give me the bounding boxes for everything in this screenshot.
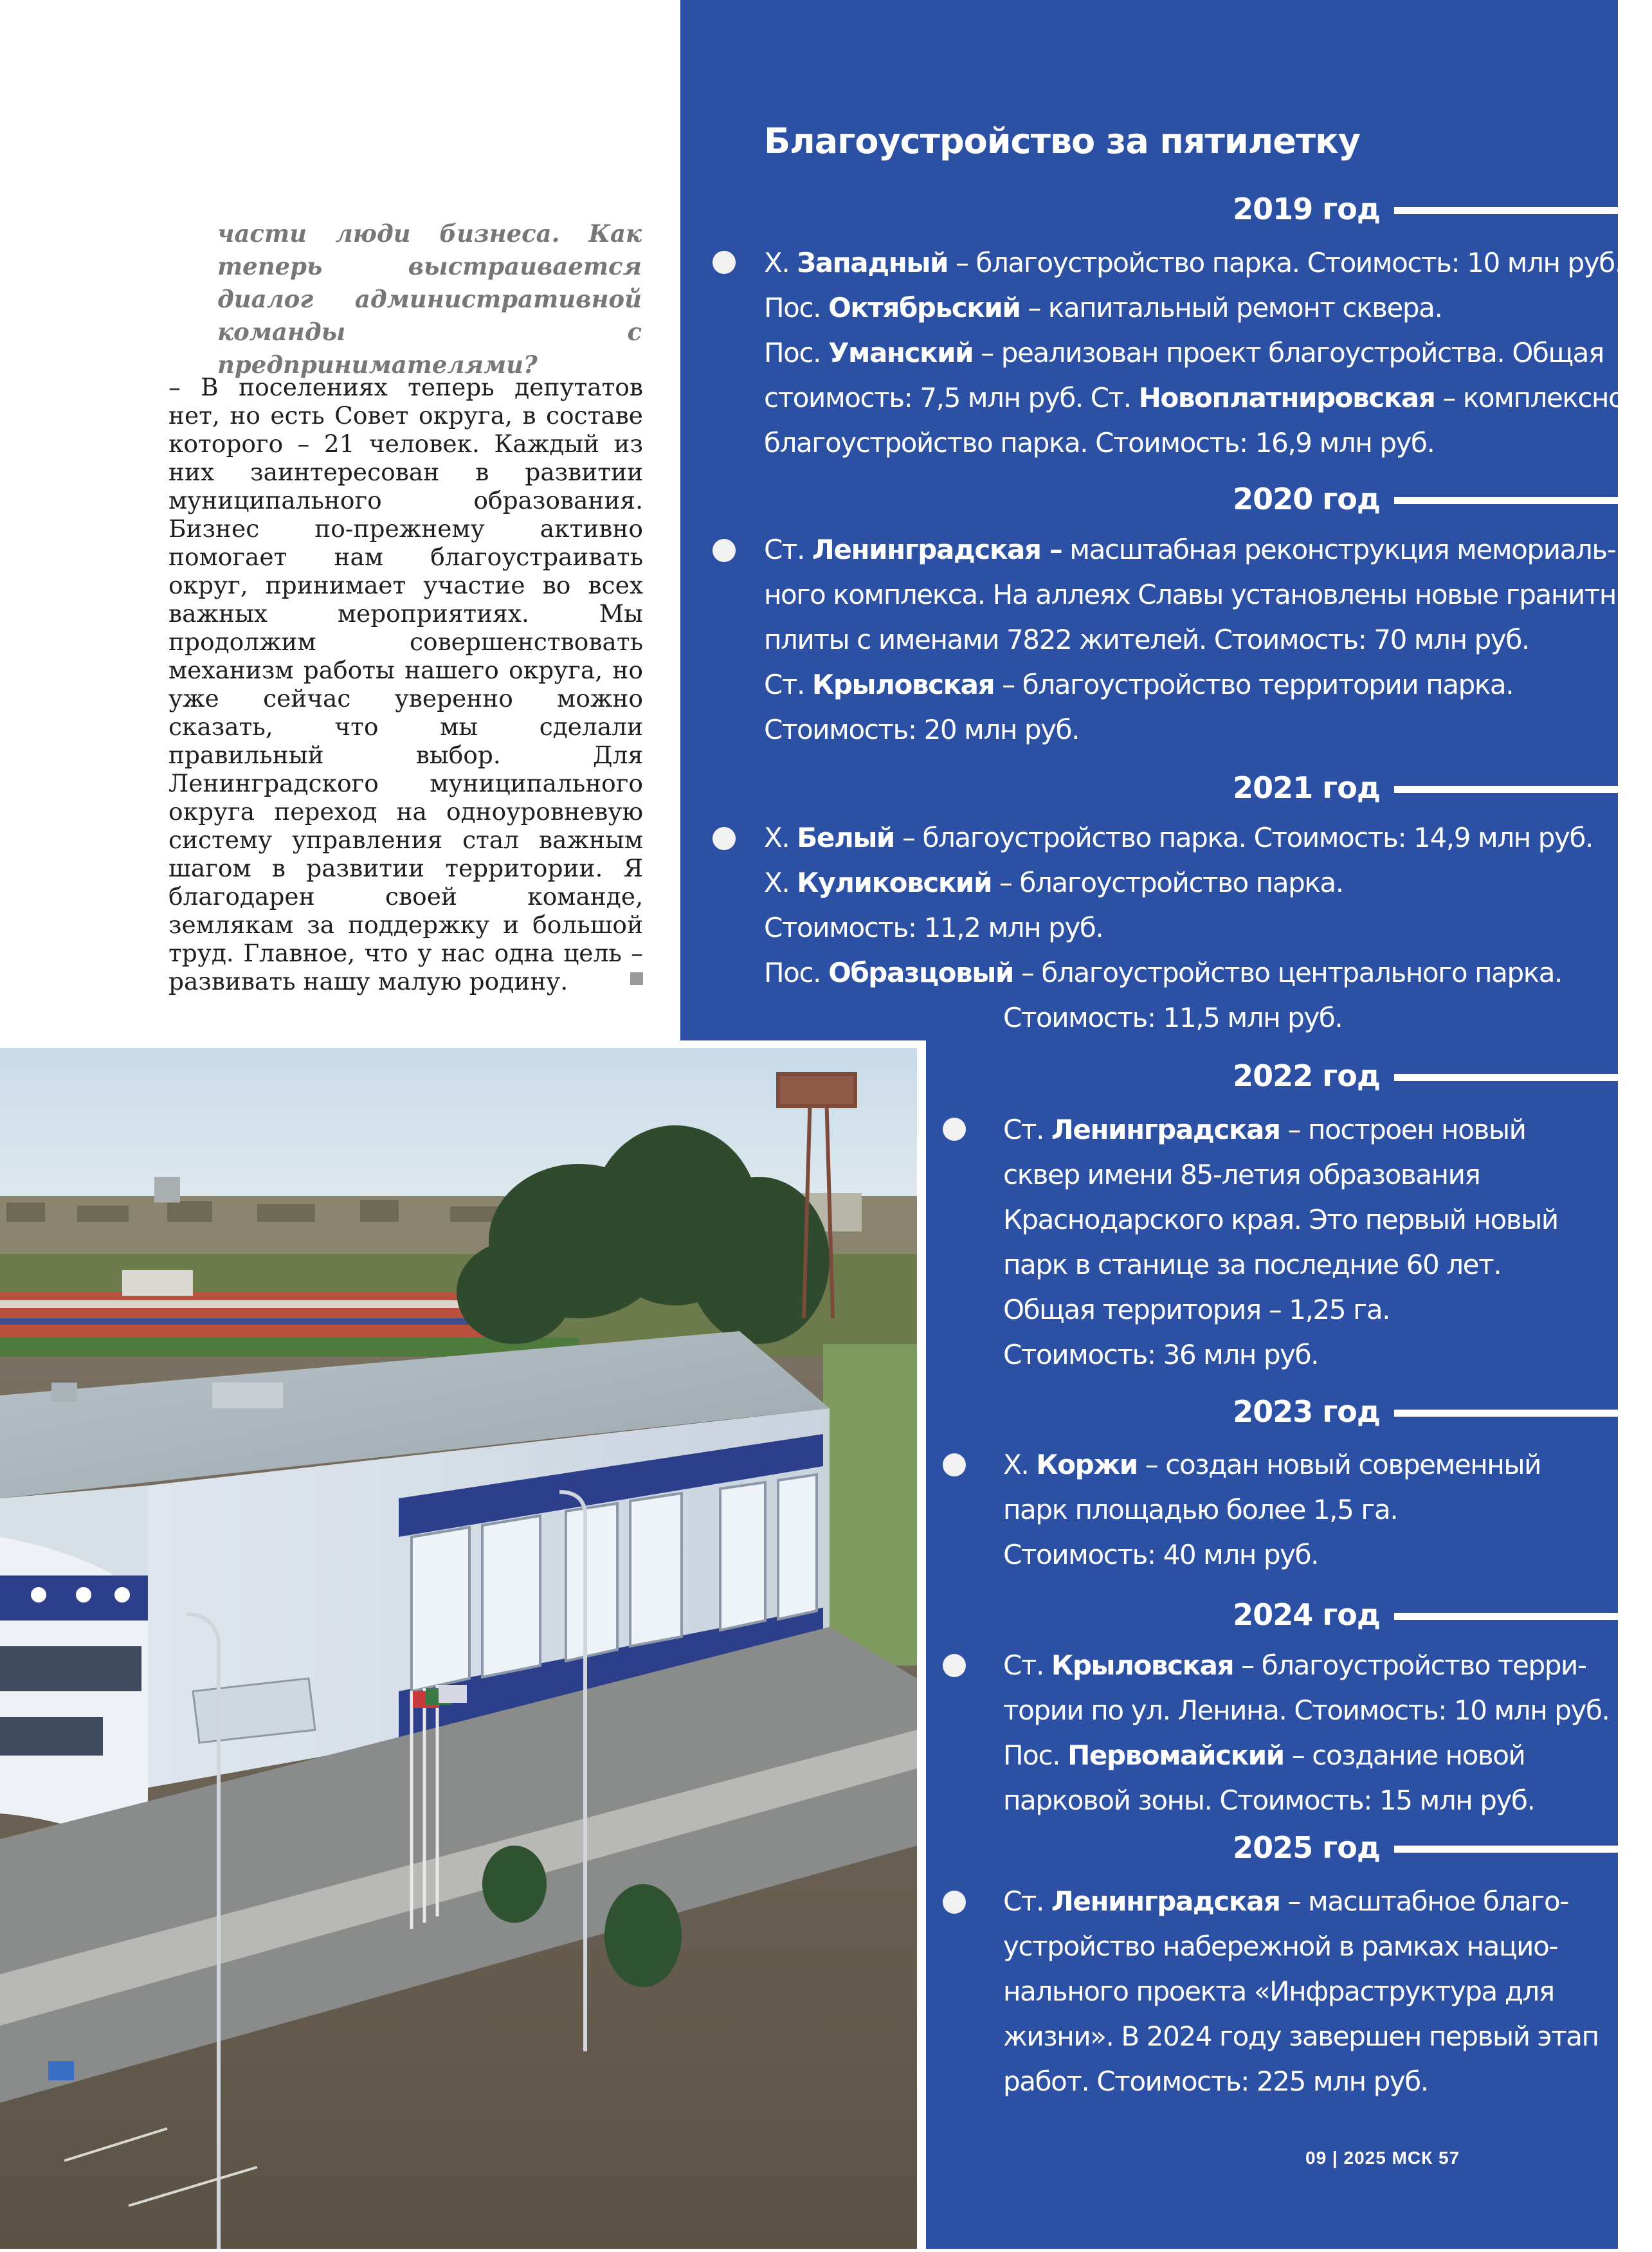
- entry-text: работ. Стоимость: 225 млн руб.: [1003, 2066, 1428, 2097]
- entry-text: – благоустройство парка. Стоимость: 14,9 млн руб.: [894, 822, 1593, 853]
- year-divider-line: [1394, 1613, 1618, 1620]
- entry-text: – создание новой: [1284, 1739, 1525, 1771]
- bullet-icon: [713, 539, 736, 562]
- year-heading: 2024 год: [1233, 1597, 1380, 1632]
- entry-line: [1003, 1643, 1609, 1688]
- entry-text: ного комплекса. На аллеях Славы установлены новые гранитные: [764, 579, 1652, 610]
- place-name: Куликовский: [797, 867, 992, 898]
- entry-line: [764, 995, 1593, 1040]
- year-entry: [764, 241, 1640, 466]
- page-footer: 09 | 2025 МСК 57: [1305, 2148, 1460, 2168]
- entry-text: жизни». В 2024 году завершен первый этап: [1003, 2020, 1599, 2052]
- year-entry: [764, 527, 1652, 752]
- bullet-icon: [713, 827, 736, 850]
- entry-text: Х.: [764, 247, 797, 278]
- entry-text: Стоимость: 40 млн руб.: [1003, 1539, 1319, 1570]
- entry-text: – комплексное: [1435, 382, 1640, 413]
- entry-text: Стоимость: 11,2 млн руб.: [764, 912, 1103, 943]
- photo-border-right: [917, 1048, 926, 2249]
- entry-text: – реализован проект благоустройства. Общая: [973, 337, 1604, 368]
- sports-complex-photo: [0, 1048, 917, 2249]
- place-name: Октябрьский: [828, 292, 1021, 323]
- entry-text: стоимость: 7,5 млн руб. Ст.: [764, 382, 1139, 413]
- entry-line: [1003, 1924, 1599, 1969]
- year-divider-line: [1394, 207, 1618, 214]
- bullet-icon: [943, 1891, 966, 1914]
- entry-line: [1003, 1107, 1558, 1152]
- year-entry: [1003, 1879, 1599, 2104]
- place-name: Белый: [797, 822, 894, 853]
- place-name: Коржи: [1036, 1449, 1138, 1480]
- entry-text: Стоимость: 20 млн руб.: [764, 714, 1080, 745]
- entry-text: Общая территория – 1,25 га.: [1003, 1294, 1390, 1325]
- entry-line: [764, 241, 1640, 286]
- entry-text: – капитальный ремонт сквера.: [1020, 292, 1442, 323]
- entry-text: нального проекта «Инфраструктура для: [1003, 1975, 1554, 2007]
- entry-text: – благоустройство территории парка.: [994, 669, 1514, 700]
- entry-text: – благоустройство терри-: [1233, 1649, 1586, 1681]
- place-name: Ленинградская: [1051, 1885, 1280, 1917]
- entry-text: парковой зоны. Стоимость: 15 млн руб.: [1003, 1784, 1535, 1816]
- entry-text: Ст.: [764, 534, 812, 565]
- year-heading: 2025 год: [1233, 1830, 1380, 1865]
- entry-text: плиты с именами 7822 жителей. Стоимость: 70 млн руб.: [764, 624, 1529, 655]
- entry-line: [764, 421, 1640, 466]
- year-divider-line: [1394, 1846, 1618, 1853]
- end-of-article-mark: [629, 972, 643, 985]
- entry-text: Ст.: [1003, 1114, 1051, 1145]
- entry-text: – благоустройство парка.: [991, 867, 1343, 898]
- interview-answer: – В поселениях теперь депутатов нет, но есть Совет округа, в составе которого – 21 человек. Каждый из них заинтересован в развитии муниципального образования. Бизнес по-прежнему активно помогает нам благоустраивать округ, принимает участие во всех важных мероприятиях. Мы продолжим совершенствовать механизм работы нашего округа, но уже сейчас уверенно можно сказать, что мы сделали правильный выбор. Для Ленинградского муниципального округа переход на одноуровневую систему управления стал важным шагом в развитии территории. Я благодарен своей команде, землякам за поддержку и большой труд. Главное, что у нас одна цель – развивать нашу малую родину.: [168, 373, 643, 995]
- place-name: Западный: [797, 247, 948, 278]
- year-divider-line: [1394, 1410, 1618, 1417]
- year-heading: 2020 год: [1233, 482, 1380, 516]
- year-heading: 2019 год: [1233, 192, 1380, 226]
- entry-line: [764, 950, 1593, 995]
- entry-text: Х.: [764, 867, 797, 898]
- place-name: Крыловская: [812, 669, 995, 700]
- entry-line: [1003, 1152, 1558, 1197]
- entry-line: [764, 617, 1652, 662]
- entry-text: Х.: [1003, 1449, 1037, 1480]
- entry-line: [764, 905, 1593, 950]
- entry-text: тории по ул. Ленина. Стоимость: 10 млн руб.: [1003, 1694, 1610, 1726]
- entry-line: [1003, 1287, 1558, 1332]
- year-entry: [1003, 1107, 1558, 1377]
- entry-text: Пос.: [1003, 1739, 1068, 1771]
- place-name: Крыловская: [1051, 1649, 1234, 1681]
- entry-line: [1003, 1778, 1609, 1823]
- entry-line: [1003, 2059, 1599, 2104]
- entry-text: Ст.: [1003, 1649, 1051, 1681]
- entry-line: [764, 331, 1640, 376]
- entry-text: Пос.: [764, 292, 829, 323]
- entry-line: [764, 815, 1593, 860]
- entry-line: [1003, 1487, 1541, 1532]
- entry-line: [764, 527, 1652, 572]
- entry-text: Х.: [764, 822, 797, 853]
- interview-question: части люди бизнеса. Как теперь выстраивается диалог административной команды с предпринимателями?: [217, 219, 642, 379]
- entry-line: [1003, 2014, 1599, 2059]
- panel-title: Благоустройство за пятилетку: [764, 121, 1360, 161]
- entry-text: Пос.: [764, 337, 829, 368]
- entry-line: [1003, 1879, 1599, 1924]
- entry-text: сквер имени 85-летия образования: [1003, 1159, 1480, 1190]
- entry-line: [1003, 1197, 1558, 1242]
- entry-line: [1003, 1242, 1558, 1287]
- entry-text: парк в станице за последние 60 лет.: [1003, 1249, 1502, 1280]
- year-entry: [1003, 1643, 1609, 1823]
- year-divider-line: [1394, 786, 1618, 793]
- year-entry: [1003, 1442, 1541, 1577]
- entry-line: [1003, 1532, 1541, 1577]
- entry-text: благоустройство парка. Стоимость: 16,9 млн руб.: [764, 427, 1435, 459]
- entry-text: масштабная реконструкция мемориаль-: [1062, 534, 1616, 565]
- bullet-icon: [943, 1453, 966, 1476]
- year-heading: 2023 год: [1233, 1394, 1380, 1429]
- year-heading: 2022 год: [1233, 1058, 1380, 1093]
- place-name: Ленинградская: [1051, 1114, 1280, 1145]
- entry-line: [1003, 1688, 1609, 1733]
- entry-text: парк площадью более 1,5 га.: [1003, 1494, 1398, 1525]
- place-name: Первомайский: [1067, 1739, 1284, 1771]
- entry-line: [1003, 1733, 1609, 1778]
- bullet-icon: [943, 1654, 966, 1677]
- entry-text: – масштабное благо-: [1280, 1885, 1569, 1917]
- entry-line: [764, 286, 1640, 331]
- entry-line: [1003, 1332, 1558, 1377]
- entry-text: – благоустройство парка. Стоимость: 10 млн руб.: [947, 247, 1622, 278]
- place-name: Образцовый: [828, 957, 1013, 988]
- bullet-icon: [943, 1118, 966, 1141]
- entry-text: Ст.: [764, 669, 812, 700]
- place-name: Ленинградская –: [812, 534, 1062, 565]
- year-divider-line: [1394, 1074, 1618, 1081]
- year-divider-line: [1394, 497, 1618, 504]
- entry-line: [764, 707, 1652, 752]
- bullet-icon: [713, 251, 736, 274]
- place-name: Уманский: [828, 337, 974, 368]
- place-name: Новоплатнировская: [1138, 382, 1435, 413]
- left-column: [0, 0, 682, 1048]
- entry-text: устройство набережной в рамках нацио-: [1003, 1930, 1558, 1962]
- year-entry: [764, 815, 1593, 1040]
- entry-text: Пос.: [764, 957, 829, 988]
- entry-text: – создан новый современный: [1137, 1449, 1541, 1480]
- year-heading: 2021 год: [1233, 770, 1380, 805]
- entry-line: [764, 860, 1593, 905]
- entry-line: [1003, 1442, 1541, 1487]
- entry-text: Стоимость: 11,5 млн руб.: [1003, 1002, 1343, 1033]
- entry-text: – благоустройство центрального парка.: [1013, 957, 1563, 988]
- entry-text: Стоимость: 36 млн руб.: [1003, 1339, 1319, 1370]
- entry-text: – построен новый: [1280, 1114, 1526, 1145]
- entry-line: [764, 376, 1640, 421]
- entry-line: [764, 572, 1652, 617]
- entry-line: [1003, 1969, 1599, 2014]
- entry-text: Ст.: [1003, 1885, 1051, 1917]
- entry-text: Краснодарского края. Это первый новый: [1003, 1204, 1558, 1235]
- entry-line: [764, 662, 1652, 707]
